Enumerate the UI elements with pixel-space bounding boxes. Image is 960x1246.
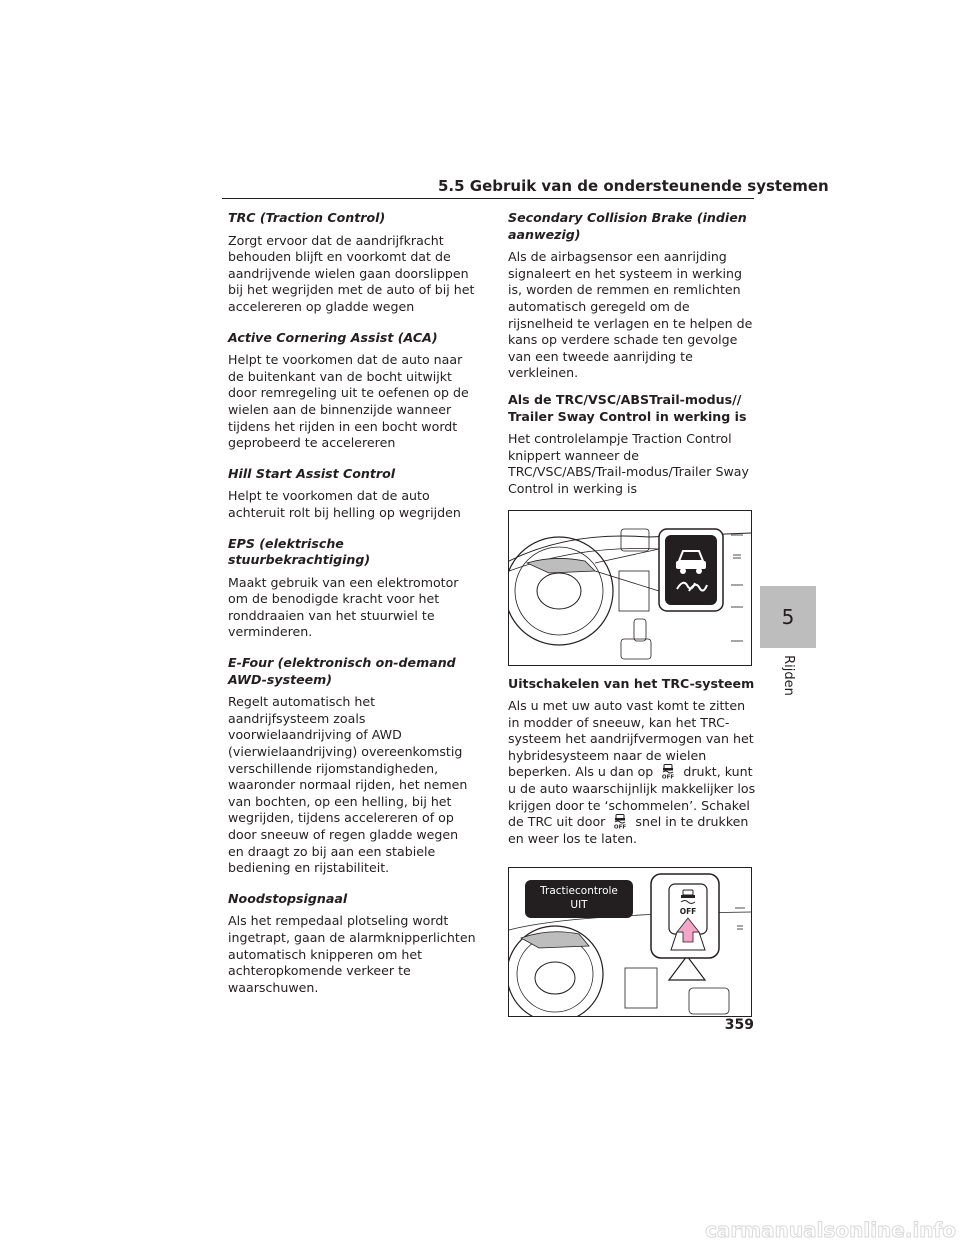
trc-off-section [508, 676, 756, 848]
emergency-stop-body: Als het rempedaal plotseling wordt ingetrapt, gaan de alarmknipperlichten automatisch knipperen om het achteropkomende verkeer te waarschuwen. [228, 913, 476, 995]
aca-heading: Active Cornering Assist (ACA) [228, 329, 438, 345]
dashboard-illustration [509, 511, 751, 665]
section-header-title: 5.5 Gebruik van de ondersteunende systemen [438, 177, 829, 195]
indicator-body: Het controlelampje Traction Control knippert wanneer de TRC/VSC/ABS/Trail-modus/Trailer Sway Control in werking is [508, 431, 749, 496]
switch-off-text: OFF [679, 907, 697, 917]
eps-heading: EPS (elektrische stuurbekrachtiging) [228, 535, 371, 568]
chapter-tab: 5 [760, 586, 816, 648]
secondary-brake-section [508, 210, 756, 382]
watermark-text: carmanualsonline.info [705, 1218, 956, 1242]
eps-body: Maakt gebruik van een elektromotor om de benodigde kracht voor het ronddraaien van het stuurwiel te verminderen. [228, 574, 459, 640]
secondary-brake-body: Als de airbagsensor een aanrijding signaleert en het systeem in werking is, worden de remmen en remlichten automatisch geregeld om de rijsnelheid te verlagen en te helpen de kans op verdere schade ten gevolge van een tweede aanrijding te verkleinen. [508, 249, 753, 381]
dashboard-indicator-figure [508, 510, 752, 666]
trc-body: Zorgt ervoor dat de aandrijfkracht behouden blijft en voorkomt dat de aandrijvende wielen gaan doorslippen bij het wegrijden met de auto of bij het accelereren op gladde wegen [228, 232, 475, 314]
indicator-heading: Als de TRC/VSC/ABSTrail-modus// Trailer Sway Control in werking is [508, 391, 747, 424]
page-number: 359 [724, 1017, 754, 1033]
aca-body: Helpt te voorkomen dat de auto naar de buitenkant van de bocht uitwijkt door remregeling uit te oefenen op de wielen aan de binnenzijde wanneer tijdens het rijden in een bocht wordt geprobeerd te accelereren [228, 352, 469, 451]
e-four-section [228, 655, 476, 877]
trc-section [228, 210, 476, 316]
right-column [508, 210, 756, 1017]
traction-label-line1: Tractiecontrole [540, 885, 618, 898]
hill-start-section [228, 466, 476, 522]
trc-off-body-part1: Als u met uw auto vast komt te zitten in modder of sneeuw, kan het TRC-systeem het aandrijfvermogen van het hybridesysteem naar de wielen beperken. Als u dan op [508, 698, 754, 780]
inline-off-text: OFF [662, 774, 675, 780]
left-column [228, 210, 476, 1006]
watermark [640, 1218, 960, 1242]
traction-label-line2: UIT [570, 899, 588, 912]
trc-off-button-figure [508, 867, 752, 1017]
trc-off-body-part2: drukt, kunt u de auto waarschijnlijk makkelijker los krijgen door te ‘schommelen’. Schakel de TRC uit door [508, 764, 756, 830]
header-rule [222, 198, 754, 199]
emergency-stop-section [228, 891, 476, 997]
indicator-section [508, 392, 756, 498]
trc-off-button-icon-2 [611, 814, 629, 829]
trc-off-body [508, 698, 756, 847]
inline-off-text-2: OFF [614, 824, 627, 830]
eps-section [228, 536, 476, 642]
emergency-stop-heading: Noodstopsignaal [228, 890, 348, 906]
e-four-body: Regelt automatisch het aandrijfsysteem zoals voorwielaandrijving of AWD (vierwielaandrijving) overeenkomstig verschillende rijomstandigheden, waaronder normaal rijden, het nemen van bochten, op een helling, bij het wegrijden, tijdens accelereren of op door sneeuw of regen gladde wegen en draagt zo bij aan een stabiele bediening en rijstabiliteit. [228, 694, 468, 876]
aca-section [228, 330, 476, 452]
hill-start-heading: Hill Start Assist Control [228, 465, 396, 481]
trc-heading: TRC (Traction Control) [228, 210, 386, 225]
secondary-brake-heading: Secondary Collision Brake (indien aanwezig) [508, 210, 747, 242]
chapter-label: Rijden [780, 654, 796, 696]
trc-off-button-icon [659, 764, 677, 779]
hill-start-body: Helpt te voorkomen dat de auto achteruit rolt bij helling op wegrijden [228, 488, 461, 520]
trc-off-heading: Uitschakelen van het TRC-systeem [508, 675, 755, 691]
e-four-heading: E-Four (elektronisch on-demand AWD-systeem) [228, 655, 456, 687]
chapter-label-wrap [758, 650, 818, 700]
trc-off-body-part3: snel in te drukken en weer los te laten. [508, 814, 749, 846]
traction-control-off-label [525, 880, 633, 918]
